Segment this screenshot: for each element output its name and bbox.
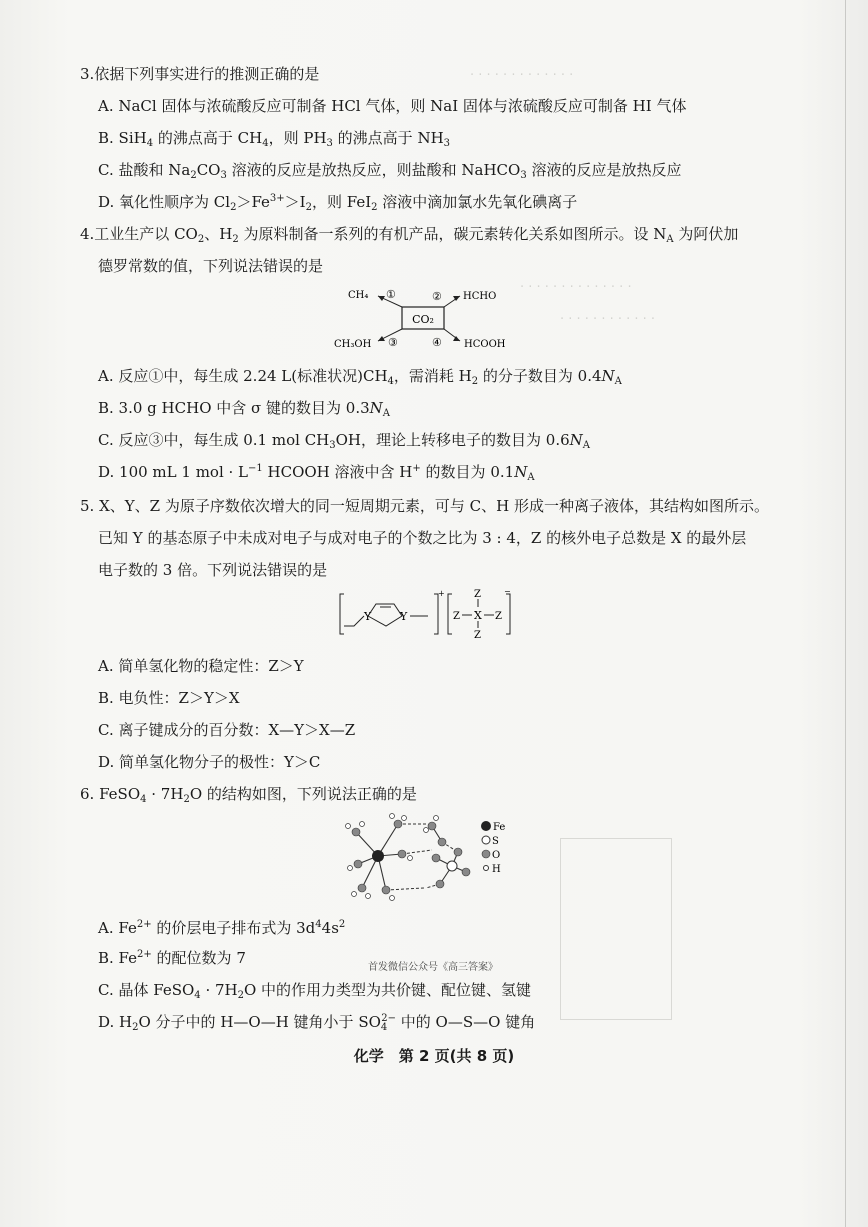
ch3oh-label: CH₃OH [334, 339, 372, 350]
anion-bracket-left [448, 594, 452, 634]
z-atom-right: Z [495, 611, 502, 622]
anion-charge: − [504, 587, 511, 596]
q3-option-c: C. 盐酸和 $Na_2CO_3$ 溶液的反应是放热反应，则盐酸和 NaHCO$_3$ 溶液的反应是放热反应 [98, 161, 682, 181]
y-atom-2: Y [400, 610, 408, 623]
watermark: 首发微信公众号《高三答案》 [368, 962, 498, 973]
legend-fe-swatch [481, 821, 491, 831]
legend-s-swatch [482, 836, 490, 844]
hcooh-label: HCOOH [464, 339, 506, 350]
legend-s-label: S [492, 836, 499, 847]
legend-h-label: H [492, 864, 501, 875]
q3-option-b: B. SiH$_4$ 的沸点高于 $CH_4$，则 $PH_3$ 的沸点高于 $NH_3$ [98, 129, 451, 149]
fe-atom [372, 850, 384, 862]
q4-option-d: D. 100 mL 1 mol · $L^{-1}$ HCOOH 溶液中含 H+ 的数目为 $0.1N_A$ [98, 463, 535, 483]
x-atom: X [474, 609, 482, 622]
bleed-text: · · · · · · · · · · · · · · [520, 280, 632, 295]
z-atom-top: Z [474, 589, 481, 600]
q5-option-b: B. 电负性：Z＞Y＞X [98, 689, 240, 707]
legend-h-swatch [484, 866, 489, 871]
q6-stem: 6. FeSO$_4$ · $7H_2O$ 的结构如图，下列说法正确的是 [80, 785, 417, 805]
step-3-label: ③ [388, 336, 398, 349]
cation-charge: + [438, 589, 445, 598]
co2-conversion-diagram [330, 284, 530, 354]
anion-bracket-right [506, 594, 510, 634]
s-atom [447, 861, 457, 871]
cation-bracket-left [340, 594, 344, 634]
y-atom-1: Y [364, 610, 372, 623]
legend-fe-label: Fe [493, 822, 506, 833]
z-atom-left: Z [453, 611, 460, 622]
q4-option-b: B. 3.0 g HCHO 中含 σ 键的数目为 $0.3N_A$ [98, 399, 391, 419]
legend-o-label: O [492, 850, 501, 861]
step-2-label: ② [432, 290, 442, 303]
q6-option-d: D. $H_2O$ 分子中的 H—O—H 键角小于 $SO_4^{2-}$ 中的 O—S—O 键角 [98, 1013, 536, 1033]
step-1-label: ① [386, 288, 396, 301]
q5-stem-line1: 5. X、Y、Z 为原子序数依次增大的同一短周期元素，可与 C、H 形成一种离子液体，其结构如图所示。 [80, 497, 769, 515]
ionic-liquid-structure [336, 586, 516, 642]
bleed-box [560, 838, 672, 1020]
q5-stem-line2: 已知 Y 的基态原子中未成对电子与成对电子的个数之比为 3 : 4，Z 的核外电子总数是 X 的最外层 [98, 529, 747, 547]
q5-stem-line3: 电子数的 3 倍。下列说法错误的是 [98, 561, 328, 579]
q4-option-c: C. 反应③中，每生成 0.1 mol $CH_3OH$，理论上转移电子的数目为 $0.6N_A$ [98, 431, 590, 451]
cation-bracket-right [434, 594, 438, 634]
q3-option-d: D. 氧化性顺序为 $Cl_2>Fe^{3+}>I_2$，则 FeI$_2$ 溶液中滴加氯水先氧化碘离子 [98, 193, 578, 213]
z-atom-bottom: Z [474, 630, 481, 641]
ethyl-chain [344, 616, 364, 626]
q5-option-d: D. 简单氢化物分子的极性：Y＞C [98, 753, 321, 771]
q6-option-b: B. $Fe^{2+}$ 的配位数为 7 [98, 949, 246, 967]
q4-option-a: A. 反应①中，每生成 2.24 L(标准状况)$CH_4$，需消耗 $H_2$ 的分子数目为 $0.4N_A$ [98, 367, 622, 387]
page-edge-line [845, 0, 846, 1227]
q5-option-c: C. 离子键成分的百分数：X—Y＞X—Z [98, 721, 356, 739]
q6-option-a: A. $Fe^{2+}$ 的价层电子排布式为 $3d^44s^2$ [98, 919, 346, 937]
co2-label: CO₂ [412, 313, 434, 326]
step-4-label: ④ [432, 336, 442, 349]
hcho-label: HCHO [463, 291, 497, 302]
q6-option-c: C. 晶体 FeSO$_4$ · $7H_2O$ 中的作用力类型为共价键、配位键、氢键 [98, 981, 532, 1001]
q3-option-a: A. NaCl 固体与浓硫酸反应可制备 HCl 气体，则 NaI 固体与浓硫酸反应可制备 HI 气体 [98, 97, 687, 115]
ch4-label: CH₄ [348, 290, 369, 301]
q5-option-a: A. 简单氢化物的稳定性：Z＞Y [98, 657, 304, 675]
bleed-text: · · · · · · · · · · · · [560, 312, 656, 327]
q3-stem: 3.依据下列事实进行的推测正确的是 [80, 65, 320, 83]
bleed-text: · · · · · · · · · · · · · [470, 68, 574, 83]
q4-stem-line1: 4.工业生产以 $CO_2$、$H_2$ 为原料制备一系列的有机产品，碳元素转化关系如图所示。设 $N_A$ 为阿伏加 [80, 225, 739, 245]
feso4-7h2o-structure [340, 808, 520, 912]
legend-o-swatch [482, 850, 490, 858]
q4-stem-line2: 德罗常数的值，下列说法错误的是 [98, 257, 324, 275]
page-footer: 化学 第 2 页(共 8 页) [353, 1047, 515, 1065]
